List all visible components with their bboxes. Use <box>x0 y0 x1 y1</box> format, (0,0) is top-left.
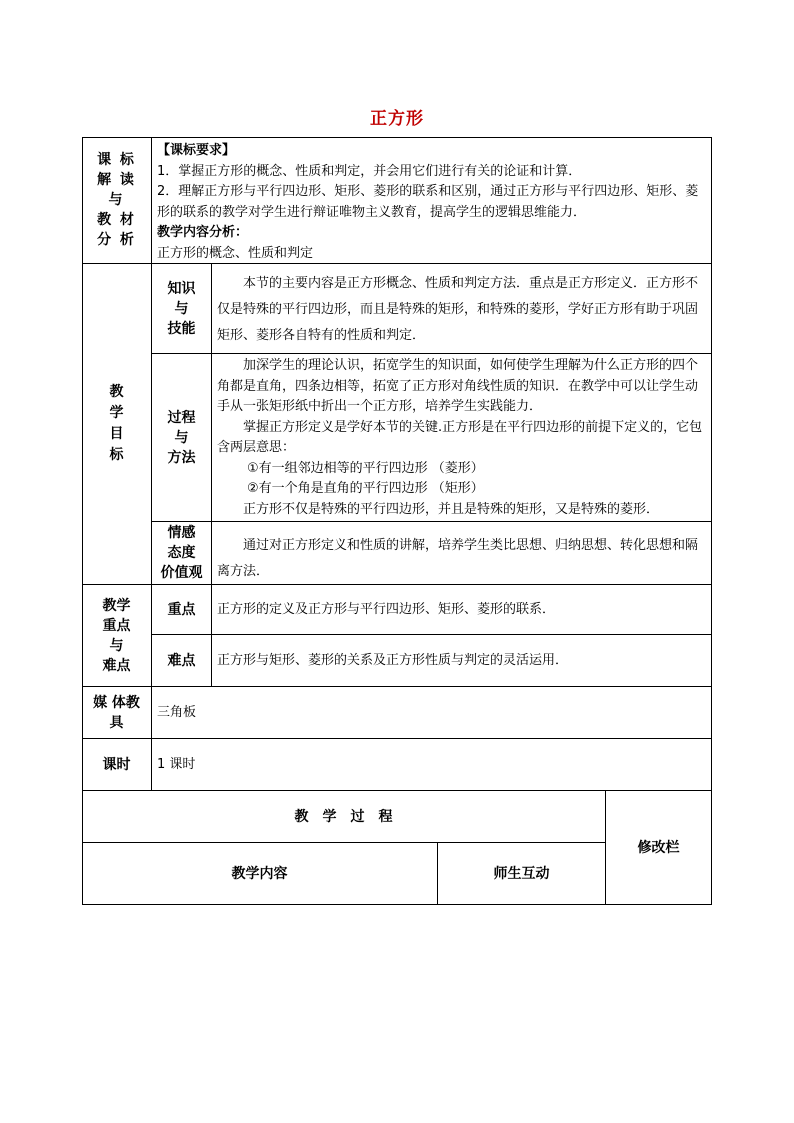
column-divider <box>211 263 212 686</box>
media-text: 三角板 <box>157 705 197 720</box>
column-revision: 修改栏 <box>637 839 680 856</box>
goals-header <box>82 264 151 584</box>
paragraph: 本节的主要内容是正方形概念、性质和判定方法．重点是正方形定义．正方形不仅是特殊的平行四边形，而且是特殊的矩形，和特殊的菱形，学好正方形有助于巩固矩形、菱形各自特有的性质和判定． <box>217 276 699 343</box>
process-text <box>213 354 711 521</box>
requirement-item: 1．掌握正方形的概念、性质和判定，并会用它们进行有关的论证和计算． <box>157 163 582 179</box>
period-text: 1 课时 <box>157 757 196 772</box>
process-title: 教 学 过 程 <box>294 808 393 825</box>
label-line: 价值观 <box>160 565 203 581</box>
label-line: 技能 <box>167 320 196 337</box>
focus-label: 重点 <box>167 601 196 618</box>
table-border-right <box>711 137 712 905</box>
list-item: ①有一组邻边相等的平行四边形 （菱形） <box>247 460 484 476</box>
page-title: 正方形 <box>370 109 424 129</box>
knowledge-text <box>213 269 711 353</box>
lesson-plan-table <box>82 137 712 905</box>
header-line: 与 <box>109 637 124 654</box>
attitude-text <box>213 531 711 584</box>
attitude-label <box>152 522 211 584</box>
header-line: 具 <box>109 714 124 731</box>
list-item: ②有一个角是直角的平行四边形 （矩形） <box>247 481 484 496</box>
column-teaching-content: 教学内容 <box>231 865 288 882</box>
focus-text: 正方形的定义及正方形与平行四边形、矩形、菱形的联系． <box>217 602 556 617</box>
label-line: 态度 <box>167 545 196 561</box>
header-line: 分 析 <box>97 232 136 248</box>
analysis-content <box>152 139 710 263</box>
keypoints-header <box>82 585 151 686</box>
label-line: 情感 <box>167 525 196 541</box>
difficulty-label: 难点 <box>167 652 196 669</box>
table-border-bottom <box>82 904 712 905</box>
subrow-divider <box>151 521 712 522</box>
media-header <box>82 687 151 738</box>
difficulty-text: 正方形与矩形、菱形的关系及正方形性质与判定的灵活运用． <box>217 653 569 668</box>
content-analysis-heading: 教学内容分析： <box>157 225 249 240</box>
header-line: 媒 体教 <box>93 694 140 711</box>
period-header: 课时 <box>102 756 131 773</box>
process-label <box>152 354 211 521</box>
label-line: 方法 <box>167 449 196 466</box>
table-border-top <box>82 137 712 138</box>
header-line: 教 材 <box>97 212 136 228</box>
header-line: 学 <box>109 405 124 421</box>
paragraph: 加深学生的理论认识，拓宽学生的知识面，如何使学生理解为什么正方形的四个角都是直角，四条边相等，拓宽了正方形对角线性质的知识．在教学中可以让学生动手从一张矩形纸中折出一个正方形，培养学生实践能力． <box>217 358 699 414</box>
label-line: 知识 <box>167 280 196 297</box>
header-line: 解 读 <box>97 172 136 188</box>
paragraph: 通过对正方形定义和性质的讲解，培养学生类比思想、归纳思想、转化思想和隔离方法． <box>217 538 699 579</box>
header-line: 难点 <box>102 657 131 674</box>
header-line: 与 <box>108 192 125 208</box>
header-line: 目 <box>109 426 124 442</box>
content-analysis-text: 正方形的概念、性质和判定 <box>157 245 314 261</box>
requirement-item: 2．理解正方形与平行四边形、矩形、菱形的联系和区别，通过正方形与平行四边形、矩形、菱形的联系的教学对学生进行辩证唯物主义教育，提高学生的逻辑思维能力． <box>157 184 699 220</box>
header-line: 教学 <box>102 597 131 614</box>
header-line: 课 标 <box>97 152 136 168</box>
column-teacher-student-interaction: 师生互动 <box>493 865 550 882</box>
paragraph: 掌握正方形定义是学好本节的关键.正方形是在平行四边形的前提下定义的，它包含两层意思： <box>217 419 703 455</box>
label-line: 与 <box>174 429 189 446</box>
label-line: 与 <box>174 300 189 317</box>
header-line: 标 <box>109 447 124 463</box>
requirements-heading: 【课标要求】 <box>157 143 236 158</box>
label-line: 过程 <box>167 409 196 426</box>
header-line: 教 <box>109 384 124 400</box>
header-line: 重点 <box>102 617 131 634</box>
paragraph: 正方形不仅是特殊的平行四边形，并且是特殊的矩形，又是特殊的菱形． <box>243 501 660 517</box>
knowledge-label <box>152 264 211 353</box>
analysis-header <box>82 137 151 263</box>
